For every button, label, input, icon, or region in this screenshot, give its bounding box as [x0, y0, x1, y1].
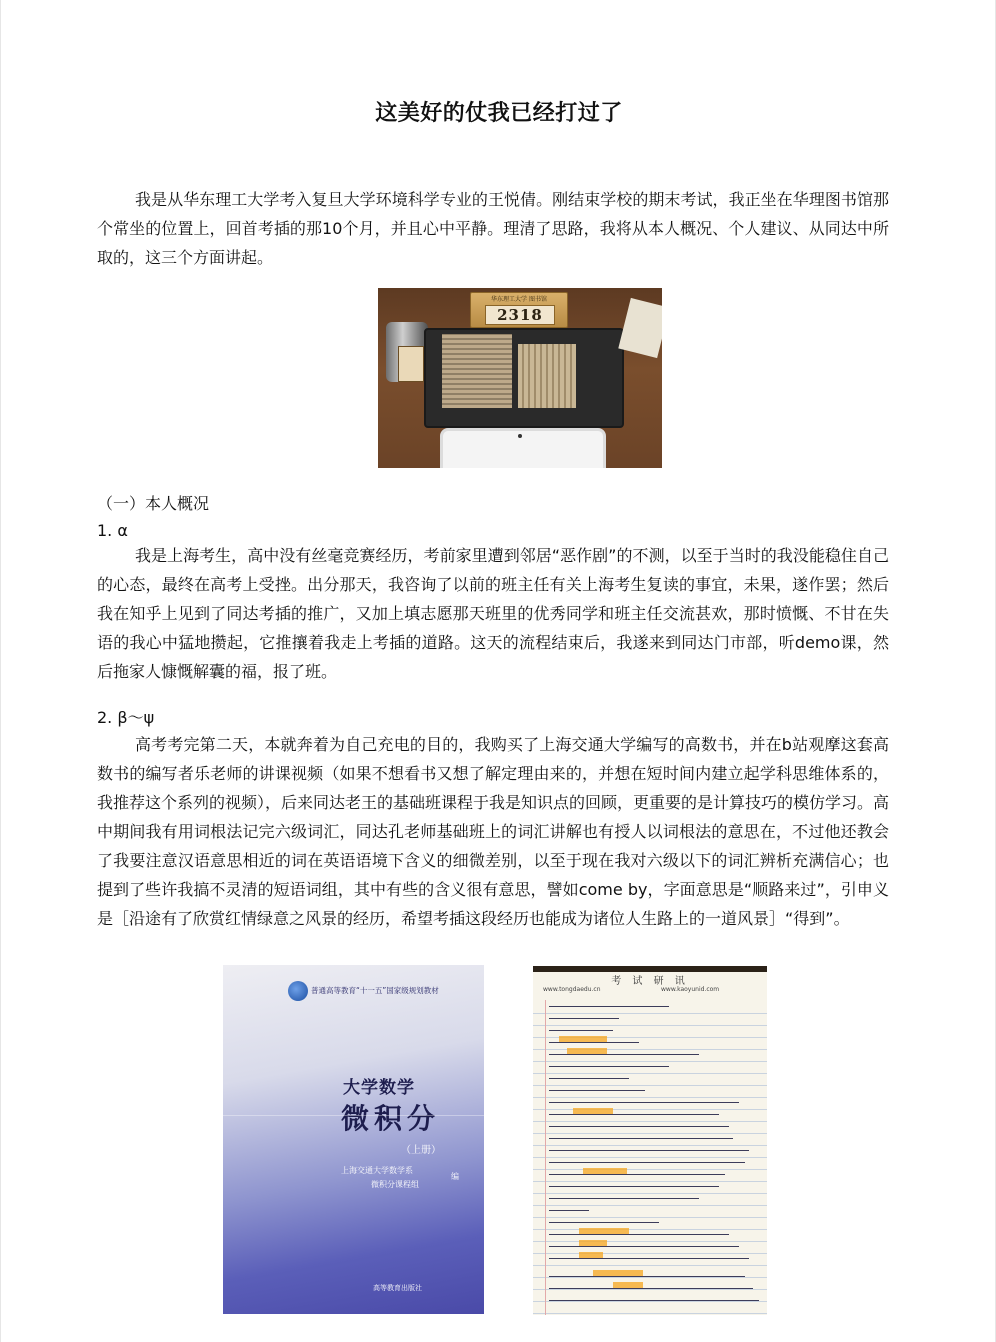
tissue-box — [618, 298, 662, 358]
handwriting-line — [549, 1114, 719, 1116]
tablet — [440, 428, 606, 468]
handwriting-line — [549, 1234, 729, 1236]
publisher-logo-icon — [288, 981, 308, 1001]
notebook-url-left: www.tongdaedu.cn — [543, 986, 601, 993]
notebook-margin-line — [545, 1000, 546, 1315]
seat-number: 2318 — [485, 305, 555, 325]
handwriting-line — [549, 1150, 749, 1152]
seat-number-plate — [470, 292, 568, 328]
book-in-case — [518, 344, 576, 408]
handwriting-line — [549, 1102, 739, 1104]
subheading-alpha: 1. α — [97, 521, 128, 540]
handwriting-line — [549, 1276, 745, 1278]
notebook-heading: 考 试 研 讯 — [611, 976, 689, 987]
handwriting-line — [549, 1300, 759, 1302]
handwriting-line — [549, 1006, 669, 1008]
handwriting-line — [549, 1198, 699, 1200]
handwriting-line — [549, 1126, 729, 1128]
handwriting-line — [549, 1138, 733, 1140]
textbook-author-role: 编 — [451, 1172, 459, 1181]
textbook-cover-photo — [223, 965, 484, 1314]
handwriting-line — [549, 1186, 719, 1188]
notebook-url-right: www.kaoyunid.com — [661, 986, 720, 993]
textbook-author-line1: 上海交通大学数学系 — [341, 1166, 413, 1175]
cover-divider — [223, 1115, 484, 1116]
textbook-series: 普通高等教育“十一五”国家级规划教材 — [311, 986, 439, 995]
subheading-beta: 2. β～ψ — [97, 708, 155, 727]
handwriting-line — [549, 1090, 645, 1092]
textbook-volume: （上册） — [401, 1145, 441, 1156]
handwriting-line — [549, 1066, 669, 1068]
handwriting-line — [549, 1030, 613, 1032]
textbook-author-line2: 微积分课程组 — [371, 1180, 419, 1189]
card-holder — [398, 346, 424, 382]
handwriting-line — [549, 1288, 753, 1290]
handwriting-line — [549, 1054, 699, 1056]
tablet-camera — [518, 434, 522, 438]
handwriting-line — [549, 1210, 589, 1212]
document-title: 这美好的仗我已经打过了 — [375, 101, 623, 126]
handwriting-line — [549, 1222, 659, 1224]
handwriting-line — [549, 1174, 725, 1176]
handwriting-line — [549, 1042, 639, 1044]
plate-caption: 华东理工大学 图书馆 — [491, 296, 547, 303]
notebook-in-case — [442, 334, 512, 408]
handwriting-line — [549, 1246, 739, 1248]
section-heading: （一）本人概况 — [97, 494, 210, 513]
textbook-title-line1: 大学数学 — [343, 1078, 415, 1098]
textbook-publisher: 高等教育出版社 — [373, 1284, 422, 1292]
handwriting-line — [549, 1018, 619, 1020]
library-desk-photo — [378, 288, 662, 468]
textbook-title-line2: 微积分 — [341, 1102, 441, 1135]
handwriting-line — [549, 1162, 745, 1164]
paragraph-alpha: 我是上海考生，高中没有丝毫竞赛经历，考前家里遭到邻居“恶作剧”的不测，以至于当时的我没能稳住自己的心态，最终在高考上受挫。出分那天，我咨询了以前的班主任有关上海考生复读的事宜，未果，遂作罢；然后我在知乎上见到了同达考插的推广，又加上填志愿那天班里的优秀同学和班主任交流甚欢，那时愤慨、不甘在失语的我心中猛地攒起，它推攘着我走上考插的道路。这天的流程结束后，我遂来到同达门市部，听demo课，然后拖家人慷慨解囊的福，报了班。 — [97, 546, 889, 681]
intro-paragraph: 我是从华东理工大学考入复旦大学环境科学专业的王悦倩。刚结束学校的期末考试，我正坐在华理图书馆那个常坐的位置上，回首考插的那10个月，并且心中平静。理清了思路，我将从本人概况、个人建议、从同达中所取的，这三个方面讲起。 — [97, 190, 889, 267]
paragraph-beta: 高考考完第二天，本就奔着为自己充电的目的，我购买了上海交通大学编写的高数书，并在b站观摩这套高数书的编写者乐老师的讲课视频（如果不想看书又想了解定理由来的，并想在短时间内建立起学科思维体系的，我推荐这个系列的视频），后来同达老王的基础班课程于我是知识点的回顾，更重要的是计算技巧的模仿学习。高中期间我有用词根法记完六级词汇，同达孔老师基础班上的词汇讲解也有授人以词根法的意思在，不过他还教会了我要注意汉语意思相近的词在英语语境下含义的细微差别，以至于现在我对六级以下的词汇辨析充满信心；也提到了些许我搞不灵清的短语词组，其中有些的含义很有意思，譬如come by，字面意思是“顺路来过”，引申义是［沿途有了欣赏红情绿意之风景的经历，希望考插这段经历也能成为诸位人生路上的一道风景］“得到”。 — [97, 735, 890, 928]
vocabulary-notebook-photo — [533, 966, 767, 1315]
handwriting-line — [549, 1078, 629, 1080]
handwriting-line — [549, 1258, 749, 1260]
